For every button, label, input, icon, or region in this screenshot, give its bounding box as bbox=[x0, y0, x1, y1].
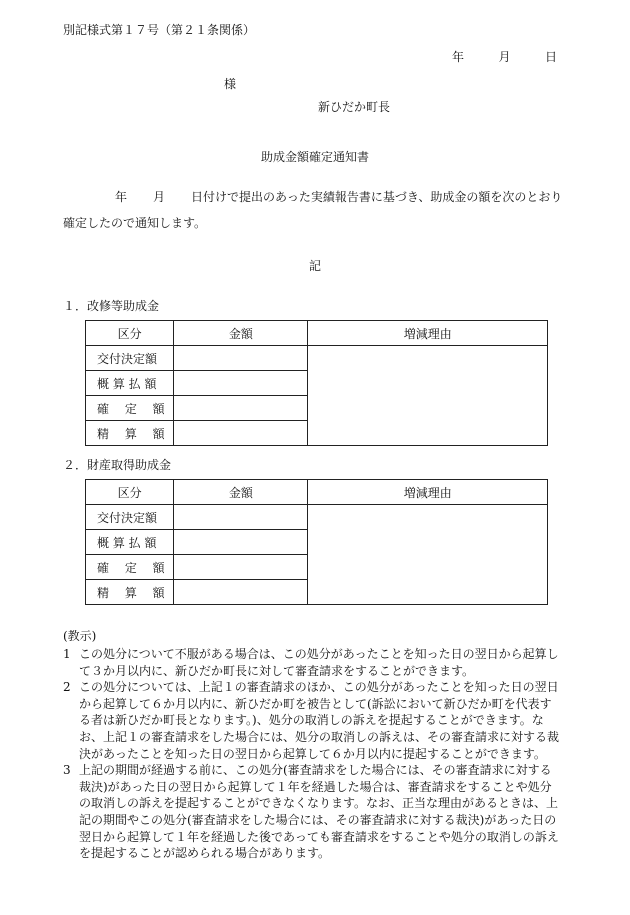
amount-cell[interactable] bbox=[174, 396, 308, 421]
notice-number: 3 bbox=[63, 763, 71, 778]
section-title: １．改修等助成金 bbox=[63, 299, 160, 313]
header-reason: 増減理由 bbox=[308, 321, 548, 346]
body-year: 年 bbox=[115, 190, 128, 204]
notice-number: 2 bbox=[63, 680, 71, 695]
date-year: 年 bbox=[452, 50, 465, 64]
header-category: 区分 bbox=[86, 321, 174, 346]
body-paragraph bbox=[63, 184, 563, 236]
notice-list bbox=[63, 646, 563, 862]
notice-text: この処分については、上記１の審査請求のほか、この処分があったことを知った日の翌日から起算して６か月以内に、新ひだか町を被告として(訴訟において新ひだか町を代表する者は新ひだか町長となります。)、処分の取消しの訴えを提起することができます。なお、上記１の審査請求をした場合には、処分の取消しの訴えは、その審査請求に対する裁決があったことを知った日の翌日から起算して６か月以内に提起することができます。 bbox=[79, 680, 560, 761]
notice-number: 1 bbox=[63, 647, 71, 661]
amount-cell[interactable] bbox=[174, 530, 308, 555]
reason-cell[interactable] bbox=[308, 505, 548, 605]
body-month: 月 bbox=[153, 190, 166, 204]
row-label: 精 算 額 bbox=[86, 580, 174, 605]
date-line bbox=[452, 49, 557, 65]
notice-heading: (教示) bbox=[63, 629, 97, 643]
notice-item bbox=[63, 762, 563, 862]
header-category: 区分 bbox=[86, 480, 174, 505]
row-label: 確 定 額 bbox=[86, 396, 174, 421]
row-label: 確 定 額 bbox=[86, 555, 174, 580]
header-amount: 金額 bbox=[174, 321, 308, 346]
row-label: 交付決定額 bbox=[86, 505, 174, 530]
recipient-suffix: 様 bbox=[224, 77, 237, 91]
form-number: 別記様式第１７号（第２１条関係） bbox=[63, 23, 256, 37]
amount-cell[interactable] bbox=[174, 421, 308, 446]
grant-table-renovation bbox=[85, 320, 548, 446]
amount-cell[interactable] bbox=[174, 371, 308, 396]
row-label: 概 算 払 額 bbox=[86, 530, 174, 555]
grant-table-property bbox=[85, 479, 548, 605]
amount-cell[interactable] bbox=[174, 580, 308, 605]
row-label: 交付決定額 bbox=[86, 346, 174, 371]
ki-heading: 記 bbox=[308, 259, 321, 273]
amount-cell[interactable] bbox=[174, 346, 308, 371]
date-month: 月 bbox=[498, 50, 511, 64]
section-title: ２．財産取得助成金 bbox=[63, 458, 172, 472]
notice-item bbox=[63, 679, 563, 762]
reason-cell[interactable] bbox=[308, 346, 548, 446]
row-label: 概 算 払 額 bbox=[86, 371, 174, 396]
notice-text: この処分について不服がある場合は、この処分があったことを知った日の翌日から起算して３か月以内に、新ひだか町長に対して審査請求をすることができます。 bbox=[79, 647, 559, 678]
notice-text: 上記の期間が経過する前に、この処分(審査請求をした場合には、その審査請求に対する裁決)があった日の翌日から起算して１年を経過した場合は、審査請求をすることや処分の取消しの訴えを提起することができなくなります。なお、正当な理由があるときは、上記の期間やこの処分(審査請求をした場合には、その審査請求に対する裁決)があった日の翌日から起算して１年を経過した後であっても審査請求をすることや処分の取消しの訴えを提起することが認められる場合があります。 bbox=[79, 763, 559, 861]
document-title: 助成金額確定通知書 bbox=[260, 150, 369, 164]
sender-name: 新ひだか町長 bbox=[318, 100, 391, 114]
date-day: 日 bbox=[544, 50, 557, 64]
notice-item bbox=[63, 646, 563, 679]
amount-cell[interactable] bbox=[174, 555, 308, 580]
amount-cell[interactable] bbox=[174, 505, 308, 530]
row-label: 精 算 額 bbox=[86, 421, 174, 446]
header-reason: 増減理由 bbox=[308, 480, 548, 505]
body-text: 日付けで提出のあった実績報告書に基づき、助成金の額を次のとおり確定したので通知します。 bbox=[63, 190, 563, 230]
header-amount: 金額 bbox=[174, 480, 308, 505]
